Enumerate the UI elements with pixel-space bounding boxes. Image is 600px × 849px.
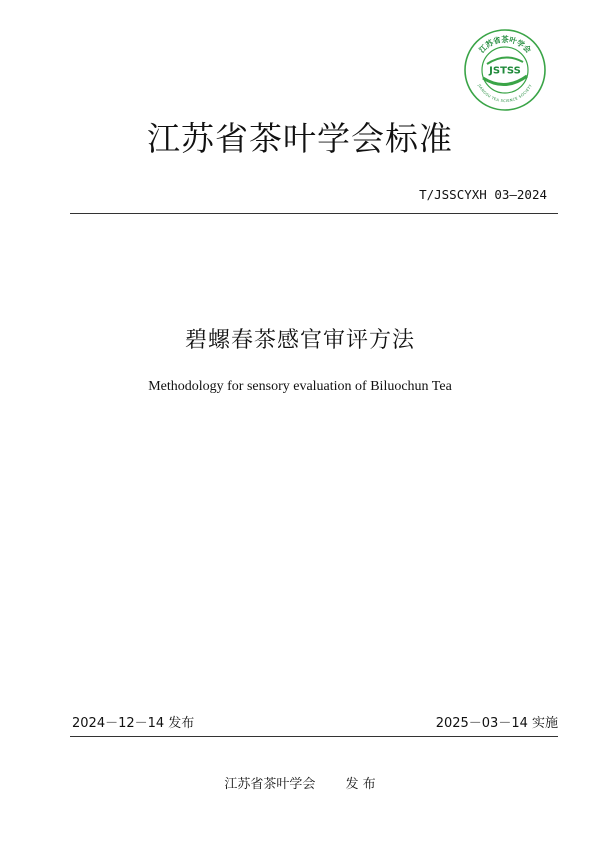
logo-arc-text-bottom: JIANGSU TEA SCIENCE SOCIETY — [477, 83, 533, 104]
top-divider — [70, 213, 558, 214]
bottom-divider — [70, 736, 558, 737]
implementation-date: 2025－03－14 实施 — [435, 716, 558, 731]
publisher-line — [0, 776, 600, 794]
standard-code: T/JSSCYXH 03—2024 — [419, 187, 547, 202]
issue-date: 2024－12－14 发布 — [72, 716, 195, 731]
publish-label: 发 布 — [345, 777, 376, 792]
document-title-cn: 碧螺春茶感官审评方法 — [184, 328, 415, 353]
logo-arc-text-top: 江苏省茶叶学会 — [477, 35, 533, 55]
logo-center-text: JSTSS — [489, 65, 521, 77]
document-title-en: Methodology for sensory evaluation of Biluochun Tea — [148, 379, 452, 394]
publisher-name: 江苏省茶叶学会 — [224, 777, 316, 792]
org-standard-title: 江苏省茶叶学会标准 — [147, 119, 453, 158]
jstss-logo-icon — [463, 28, 547, 112]
